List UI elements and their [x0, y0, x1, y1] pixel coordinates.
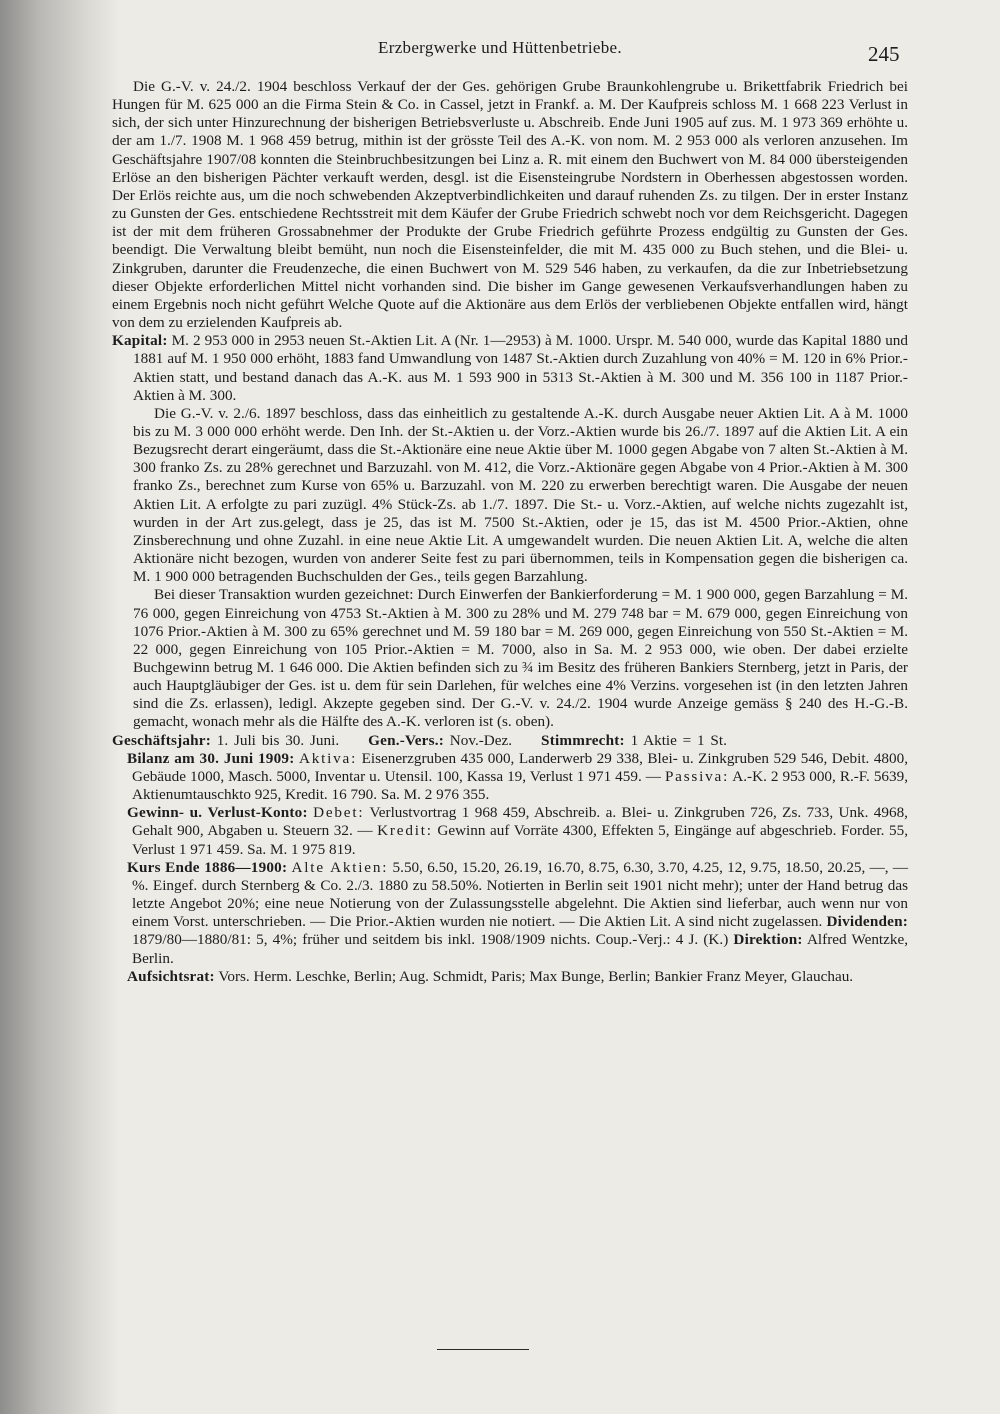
geschaeftsjahr-label: Geschäftsjahr:	[112, 731, 211, 749]
kredit-text: Gewinn auf Vorräte 4300, Effekten 5, Eingänge auf abgeschrieb. Forder. 55, Verlust 1 971 459. Sa. M. 1 975 819.	[132, 822, 908, 858]
stimmrecht-label: Stimmrecht:	[541, 731, 625, 749]
page-header-title: Erzbergwerke und Hüttenbetriebe.	[378, 38, 622, 57]
aufsichtsrat-paragraph	[112, 968, 908, 986]
alte-aktien-label: Alte Aktien:	[291, 858, 389, 876]
page-number: 245	[868, 42, 900, 66]
intro-paragraph: Die G.-V. v. 24./2. 1904 beschloss Verkauf der der Ges. gehörigen Grube Braunkohlengrube u. Brikettfabrik Friedrich bei Hungen für M. 625 000 an die Firma Stein & Co. in Cassel, jetzt in Frankf. a. M. Der Kaufpreis schloss M. 1 668 223 Verlust in sich, der sich unter Hinzurechnung der bisherigen Betriebsverluste u. Abschreib. Ende Juni 1905 auf zus. M. 1 973 369 erhöhte u. der am 1./7. 1908 M. 1 968 459 betrug, mithin ist der grösste Teil des A.-K. von nom. M. 2 953 000 als verloren anzusehen. Im Geschäftsjahre 1907/08 konnten die Steinbruchbesitzungen bei Linz a. R. mit einem den Buchwert von M. 84 000 übersteigenden Erlöse an den bisherigen Pächter verkauft werden, desgl. ist die Eisensteingrube Nordstern in Oberhessen abgestossen worden. Der Erlös reichte aus, um die noch schwebenden Akzeptverbindlichkeiten und darauf ruhenden Zs. zu tilgen. Der in erster Instanz zu Gunsten der Ges. entschiedene Rechtsstreit mit dem Käufer der Grube Friedrich schwebt noch vor dem Reichsgericht. Dagegen ist der mit dem früheren Grossabnehmer der Produkte der Grube Friedrich geführte Prozess endgültig zu Gunsten der Ges. beendigt. Die Verwaltung bleibt bemüht, nun noch die Eisensteinfelder, die mit M. 435 000 zu Buch stehen, und die Blei- u. Zinkgruben, darunter die Freudenzeche, die einen Buchwert von M. 529 546 haben, zu verkaufen, da die zur Inbetriebsetzung dieser Objekte erforderlichen Mittel nicht vorhanden sind. Die bisher im Gange gewesenen Verkaufsverhandlungen haben zu einem Ergebnis noch nicht geführt Welche Quote auf die Aktionäre aus dem Erlös der verbliebenen Objekte entfallen wird, hängt von dem zu erzielenden Kaufpreis ab.	[112, 78, 908, 332]
page-gutter-shadow	[0, 0, 120, 1414]
geschaeftsjahr-text: 1. Juli bis 30. Juni.	[216, 731, 340, 749]
passiva-label: Passiva:	[664, 767, 730, 785]
kurs-paragraph	[112, 859, 908, 968]
kurs-text: 5.50, 6.50, 15.20, 26.19, 16.70, 8.75, 6.30, 3.70, 4.25, 12, 9.75, 18.50, 20.25, —, —%. Eingef. durch Sternberg & Co. 2./3. 1880 zu 58.50%. Notierten in Berlin seit 1901 nicht mehr); unter der Hand betrug das letzte Angebot 20%; eine neue Notierung von der Zulassungsstelle abgelehnt. Die Aktien sind lieferbar, auch wenn nur von einem Vorst. unterschrieben. — Die Prior.-Aktien wurden nie notiert. — Die Aktien Lit. A sind nicht zugelassen.	[132, 858, 909, 931]
gewinn-label: Gewinn- u. Verlust-Konto:	[127, 804, 308, 822]
kredit-label: Kredit:	[377, 822, 433, 840]
page-body	[112, 78, 908, 986]
aufsichtsrat-text: Vors. Herm. Leschke, Berlin; Aug. Schmidt, Paris; Max Bunge, Berlin; Bankier Franz Meyer, Glauchau.	[218, 967, 854, 985]
section-divider-rule	[437, 1349, 529, 1350]
stimmrecht-text: 1 Aktie = 1 St.	[630, 731, 727, 749]
kurs-label: Kurs Ende 1886—1900:	[127, 858, 288, 876]
debet-text: Verlustvortrag 1 968 459, Abschreib. a. Blei- u. Zinkgruben 726, Zs. 733, Unk. 4968, Gehalt 900, Abgaben u. Steuern 32. —	[132, 804, 908, 840]
bilanz-label: Bilanz am 30. Juni 1909:	[127, 749, 295, 767]
bilanz-paragraph	[112, 750, 908, 804]
dividenden-text: 1879/80—1880/81: 5, 4%; früher und seitdem bis inkl. 1908/1909 nichts. Coup.-Verj.: 4 J. (K.)	[132, 931, 729, 949]
dividenden-label: Dividenden:	[826, 913, 909, 931]
kapital-text: M. 2 953 000 in 2953 neuen St.-Aktien Lit. A (Nr. 1—2953) à M. 1000. Urspr. M. 540 000, wurde das Kapital 1880 und 1881 auf M. 1 950 000 erhöht, 1883 fand Umwandlung von 1487 St.-Aktien durch Zuzahlung von 40% = M. 120 in 6% Prior.-Aktien statt, und bestand danach das A.-K. aus M. 1 593 900 in 5313 St.-Aktien à M. 300 und M. 356 100 in 1187 Prior.-Aktien à M. 300.	[133, 332, 908, 404]
kapital-paragraph-3: Bei dieser Transaktion wurden gezeichnet: Durch Einwerfen der Bankierforderung = M. 1 900 000, gegen Barzahlung = M. 76 000, gegen Einreichung von 4753 St.-Aktien à M. 300 zu 28% und M. 279 748 bar = M. 679 000, gegen Einreichung von 1076 Prior.-Aktien à M. 300 zu 65% gerechnet und M. 59 180 bar = M. 269 000, gegen Einreichung von 550 St.-Aktien = M. 22 000, gegen Einreichung von 105 Prior.-Aktien = M. 7000, also in Sa. M. 2 953 000, wie oben. Der dabei erzielte Buchgewinn betrug M. 1 646 000. Die Aktien befinden sich zu ¾ im Besitz des früheren Bankiers Sternberg, jetzt in Paris, der auch Hauptgläubiger der Ges. ist u. dem für sein Darlehen, für welches eine 4% Verzins. vorgesehen ist (in den letzten Jahren sind die Zs. erlassen), ledigl. Akzepte gegeben sind. Der G.-V. v. 24./2. 1904 wurde Anzeige gemäss § 240 des H.-G.-B. gemacht, wonach mehr als die Hälfte des A.-K. verloren ist (s. oben).	[133, 586, 908, 731]
direktion-text: Alfred Wentzke, Berlin.	[132, 931, 909, 967]
kapital-paragraph	[112, 332, 908, 405]
gewinn-paragraph	[112, 804, 908, 858]
aufsichtsrat-label: Aufsichtsrat:	[127, 967, 215, 985]
gen-vers-label: Gen.-Vers.:	[368, 731, 444, 749]
debet-label: Debet:	[313, 804, 365, 822]
aktiva-label: Aktiva:	[298, 749, 358, 767]
kapital-paragraph-2: Die G.-V. v. 2./6. 1897 beschloss, dass das einheitlich zu gestaltende A.-K. durch Ausgabe neuer Aktien Lit. A à M. 1000 bis zu M. 3 000 000 erhöht werde. Den Inh. der St.-Aktien u. der Vorz.-Aktien wurde bis 26./7. 1897 auf die Aktien Lit. A ein Bezugsrecht derart eingeräumt, dass die St.-Aktionäre eine neue Aktie über M. 1000 gegen Abgabe von 7 alten St.-Aktien à M. 300 franko Zs. zu 28% gerechnet und Barzuzahl. von M. 412, die Vorz.-Aktionäre gegen Abgabe von 4 Prior.-Aktien à M. 300 franko Zs., berechnet zum Kurse von 65% u. Barzuzahl. von M. 220 zu erwerben berechtigt waren. Die Ausgabe der neuen Aktien Lit. A erfolgte zu pari zuzügl. 4% Stück-Zs. ab 1./7. 1897. Die St.- u. Vorz.-Aktien, auf welche nichts zugezahlt ist, wurden in der Art zus.gelegt, dass je 25, das ist M. 7500 St.-Aktien, oder je 15, das ist M. 4500 Prior.-Aktien, ohne Zinsberechnung und ohne Zuzahl. in eine neue Aktie Lit. A umgewandelt wurden. Die neuen Aktien Lit. A, welche die alten Aktionäre nicht bezogen, wurden von anderer Seite fest zu pari übernommen, teils in Kompensation gegen die bisherigen ca. M. 1 900 000 betragenden Buchschulden der Ges., teils gegen Barzahlung.	[133, 404, 908, 586]
passiva-text: A.-K. 2 953 000, R.-F. 5639, Aktienumtauschkto 925, Kredit. 16 790. Sa. M. 2 976 355.	[132, 767, 909, 804]
gen-vers-text: Nov.-Dez.	[449, 731, 513, 749]
direktion-label: Direktion:	[733, 931, 803, 949]
geschaeftsjahr-line	[112, 732, 908, 750]
aktiva-text: Eisenerzgruben 435 000, Landerwerb 29 338, Blei- u. Zinkgruben 529 546, Debit. 4800, Gebäude 1000, Masch. 5000, Inventar u. Utensil. 100, Kassa 19, Verlust 1 971 459. —	[132, 749, 908, 785]
kapital-label: Kapital:	[112, 332, 168, 350]
